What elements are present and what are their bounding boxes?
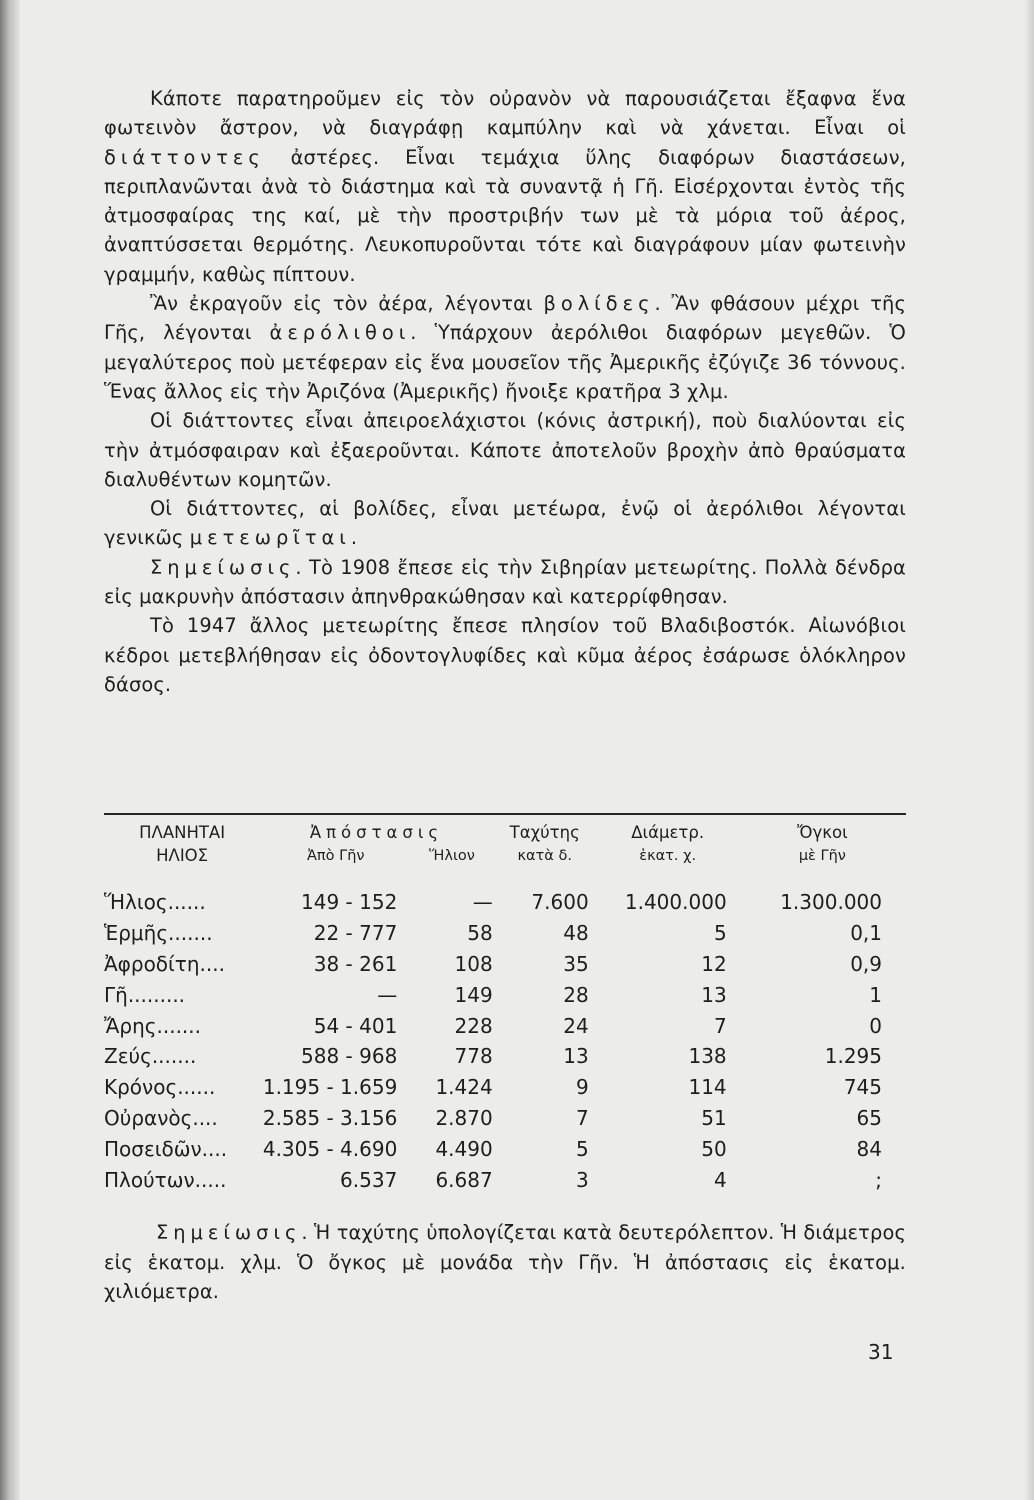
main-text [104, 84, 906, 699]
cell-from-sun: 108 [454, 951, 493, 976]
cell-from-sun: 4.490 [435, 1136, 493, 1161]
note-label: Σημείωσις [156, 1221, 302, 1244]
paragraph [104, 494, 906, 553]
text-run: . Ἂν φθάσουν μέχρι τῆς Γῆς, λέγονται [104, 292, 906, 345]
cell-from-earth: 6.537 [340, 1167, 398, 1192]
header-speed: Ταχύτης [493, 814, 597, 842]
cell-name: Οὐρανὸς.... [104, 1105, 218, 1130]
table-row [104, 979, 906, 1010]
table-body [104, 887, 906, 1195]
cell-from-earth: 38 - 261 [313, 951, 398, 976]
table-row [104, 1133, 906, 1164]
cell-name: Γῆ......... [104, 982, 186, 1007]
paragraph [104, 553, 906, 612]
note-paragraph [104, 1218, 906, 1307]
cell-diameter: 50 [701, 1136, 727, 1161]
cell-from-sun: 58 [467, 921, 493, 946]
table-row [104, 1010, 906, 1041]
paragraph [104, 611, 906, 699]
text-run: Κάποτε παρατηροῦμεν εἰς τὸν οὐρανὸν νὰ παρουσιάζεται ἔξαφνα ἕνα φωτεινὸν ἄστρον, νὰ διαγράφῃ καμπύλην καὶ νὰ χάνεται. Εἶναι οἱ [104, 87, 906, 140]
spaced-term: Σημείωσις [150, 555, 296, 579]
table-row [104, 1103, 906, 1134]
text-run: . Ὑπάρχουν ἀερόλιθοι διαφόρων μεγεθῶν. Ὁ μεγαλύτερος ποὺ μετέφεραν εἰς ἕνα μουσεῖον τῆς Ἀμερικῆς ἐζύγιζε 36 τόννους. Ἕνας ἄλλος εἰς τὴν Ἀριζόνα (Ἀμερικῆς) ἤνοιξε κρατῆρα 3 χλμ. [104, 321, 906, 403]
spaced-term: μετεωρῖται [189, 526, 351, 550]
cell-from-sun: 1.424 [435, 1075, 493, 1100]
spaced-term: ἀερόλιθοι [269, 321, 411, 345]
text-run: ἀστέρες. Εἶναι τεμάχια ὕλης διαφόρων διαστάσεων, περιπλανῶνται ἀνὰ τὸ διάστημα καὶ τὰ συναντᾷ ἡ Γῆ. Εἰσέρχονται ἐντὸς τῆς ἀτμοσφαίρας της καί, μὲ τὴν προστριβήν των μὲ τὰ μόρια τοῦ ἀέρος, ἀναπτύσσεται θερμότης. Λευκοπυροῦνται τότε καὶ διαγράφουν μίαν φωτεινὴν γραμμήν, καθὼς πίπτουν. [104, 145, 906, 286]
cell-speed: 48 [563, 921, 589, 946]
cell-diameter: 4 [713, 1167, 727, 1192]
cell-name: Πλούτων..... [104, 1167, 227, 1192]
cell-volume: 84 [856, 1136, 882, 1161]
text-run: Τὸ 1947 ἄλλος μετεωρίτης ἔπεσε πλησίον τοῦ Βλαδιβοστόκ. Αἰωνόβιοι κέδροι μετεβλήθησαν εἰς ὀδοντογλυφίδες καὶ κῦμα ἀέρος ἐσάρωσε ὁλόκληρον δάσος. [104, 614, 906, 696]
cell-diameter: 12 [701, 951, 727, 976]
cell-speed: 9 [575, 1075, 589, 1100]
cell-speed: 35 [563, 951, 589, 976]
cell-name: Ποσειδῶν.... [104, 1136, 228, 1161]
cell-volume: 0 [869, 1013, 882, 1038]
cell-volume: 0,9 [850, 951, 882, 976]
table-header-row-top [104, 814, 906, 842]
cell-name: Ἄρης....... [104, 1013, 201, 1038]
cell-from-earth: 2.585 - 3.156 [262, 1105, 398, 1130]
cell-from-sun: 778 [454, 1044, 493, 1069]
table-header-row-bottom [104, 842, 906, 887]
header-distance-label: Ἀπόστασις [309, 823, 444, 842]
table-row [104, 887, 906, 918]
cell-speed: 7 [575, 1105, 589, 1130]
header-from-earth: Ἀπὸ Γῆν [307, 847, 365, 864]
cell-diameter: 5 [713, 921, 727, 946]
cell-diameter: 138 [688, 1044, 727, 1069]
text-run: . [350, 526, 358, 550]
cell-volume: 1.300.000 [780, 890, 882, 915]
cell-volume: ; [875, 1167, 882, 1192]
page-number: 31 [868, 1340, 894, 1364]
cell-from-earth: 54 - 401 [313, 1013, 398, 1038]
text-run: . Τὸ 1908 ἔπεσε εἰς τὴν Σιβηρίαν μετεωρίτης. Πολλὰ δένδρα εἰς μακρυνὴν ἀπόστασιν ἀπηνθρακώθησαν καὶ κατερρίφθησαν. [104, 555, 906, 609]
table-row [104, 949, 906, 980]
cell-from-earth: 149 - 152 [301, 890, 398, 915]
book-binding-shadow [0, 0, 20, 1500]
note-text: . Ἡ ταχύτης ὑπολογίζεται κατὰ δευτερόλεπτον. Ἡ διάμετρος εἰς ἑκατομ. χλμ. Ὁ ὄγκος μὲ μονάδα τὴν Γῆν. Ἡ ἀπόστασις εἰς ἑκατομ. χιλιόμετρα. [104, 1221, 906, 1303]
header-volume-unit: μὲ Γῆν [798, 847, 846, 864]
table-row [104, 918, 906, 949]
cell-from-sun: 6.687 [435, 1167, 493, 1192]
cell-diameter: 51 [701, 1105, 727, 1130]
planets-table [104, 813, 906, 1195]
cell-diameter: 13 [701, 982, 727, 1007]
cell-from-sun: 149 [454, 982, 493, 1007]
cell-volume: 65 [856, 1105, 882, 1130]
paragraph [104, 84, 906, 289]
cell-from-earth: 588 - 968 [301, 1044, 398, 1069]
text-run: Οἱ διάττοντες εἶναι ἀπειροελάχιστοι (κόνις ἀστρική), ποὺ διαλύονται εἰς τὴν ἀτμόσφαιραν καὶ ἐξαεροῦνται. Κάποτε ἀποτελοῦν βροχὴν ἀπὸ θραύσματα διαλυθέντων κομητῶν. [104, 409, 906, 491]
spaced-term: διάττοντες [104, 145, 265, 169]
cell-volume: 0,1 [850, 921, 882, 946]
spaced-term: βολίδες [543, 292, 655, 316]
text-run: Οἱ διάττοντες, αἱ βολίδες, εἶναι μετέωρα, ἐνῷ οἱ ἀερόλιθοι λέγονται γενικῶς [104, 497, 906, 550]
cell-from-sun: — [472, 890, 493, 915]
cell-speed: 28 [563, 982, 589, 1007]
header-sun: ΗΛΙΟΣ [156, 846, 209, 865]
header-speed-unit: κατὰ δ. [517, 847, 572, 864]
cell-name: Ζεύς....... [104, 1044, 197, 1069]
header-volume: Ὄγκοι [739, 814, 906, 842]
cell-name: Κρόνος...... [104, 1075, 216, 1100]
cell-from-earth: — [377, 982, 398, 1007]
cell-from-sun: 228 [454, 1013, 493, 1038]
cell-diameter: 7 [713, 1013, 727, 1038]
cell-diameter: 114 [688, 1075, 727, 1100]
cell-name: Ἑρμῆς....... [104, 921, 213, 946]
cell-name: Ἀφροδίτη.... [104, 951, 225, 976]
header-distance [260, 814, 492, 842]
cell-name: Ἥλιος...... [104, 890, 206, 915]
cell-from-earth: 1.195 - 1.659 [262, 1075, 398, 1100]
paragraph [104, 289, 906, 406]
header-from-sun: Ἥλιον [429, 847, 475, 864]
text-run: Ἂν ἐκραγοῦν εἰς τὸν ἀέρα, λέγονται [150, 292, 544, 316]
cell-from-earth: 22 - 777 [313, 921, 398, 946]
header-diameter-unit: ἑκατ. χ. [639, 847, 697, 864]
table-row [104, 1041, 906, 1072]
cell-volume: 745 [843, 1075, 882, 1100]
cell-speed: 13 [563, 1044, 589, 1069]
table-row [104, 1072, 906, 1103]
table-note [104, 1218, 906, 1307]
cell-speed: 5 [575, 1136, 589, 1161]
page-right-edge [1024, 0, 1034, 1500]
cell-diameter: 1.400.000 [624, 890, 727, 915]
paragraph [104, 406, 906, 494]
cell-volume: 1 [869, 982, 882, 1007]
cell-speed: 7.600 [531, 890, 589, 915]
cell-speed: 3 [575, 1167, 589, 1192]
cell-speed: 24 [563, 1013, 589, 1038]
header-diameter: Διάμετρ. [597, 814, 739, 842]
cell-from-sun: 2.870 [435, 1105, 493, 1130]
header-planets: ΠΛΑΝΗΤΑΙ [104, 814, 260, 842]
table-row [104, 1164, 906, 1195]
cell-from-earth: 4.305 - 4.690 [262, 1136, 398, 1161]
cell-volume: 1.295 [824, 1044, 882, 1069]
